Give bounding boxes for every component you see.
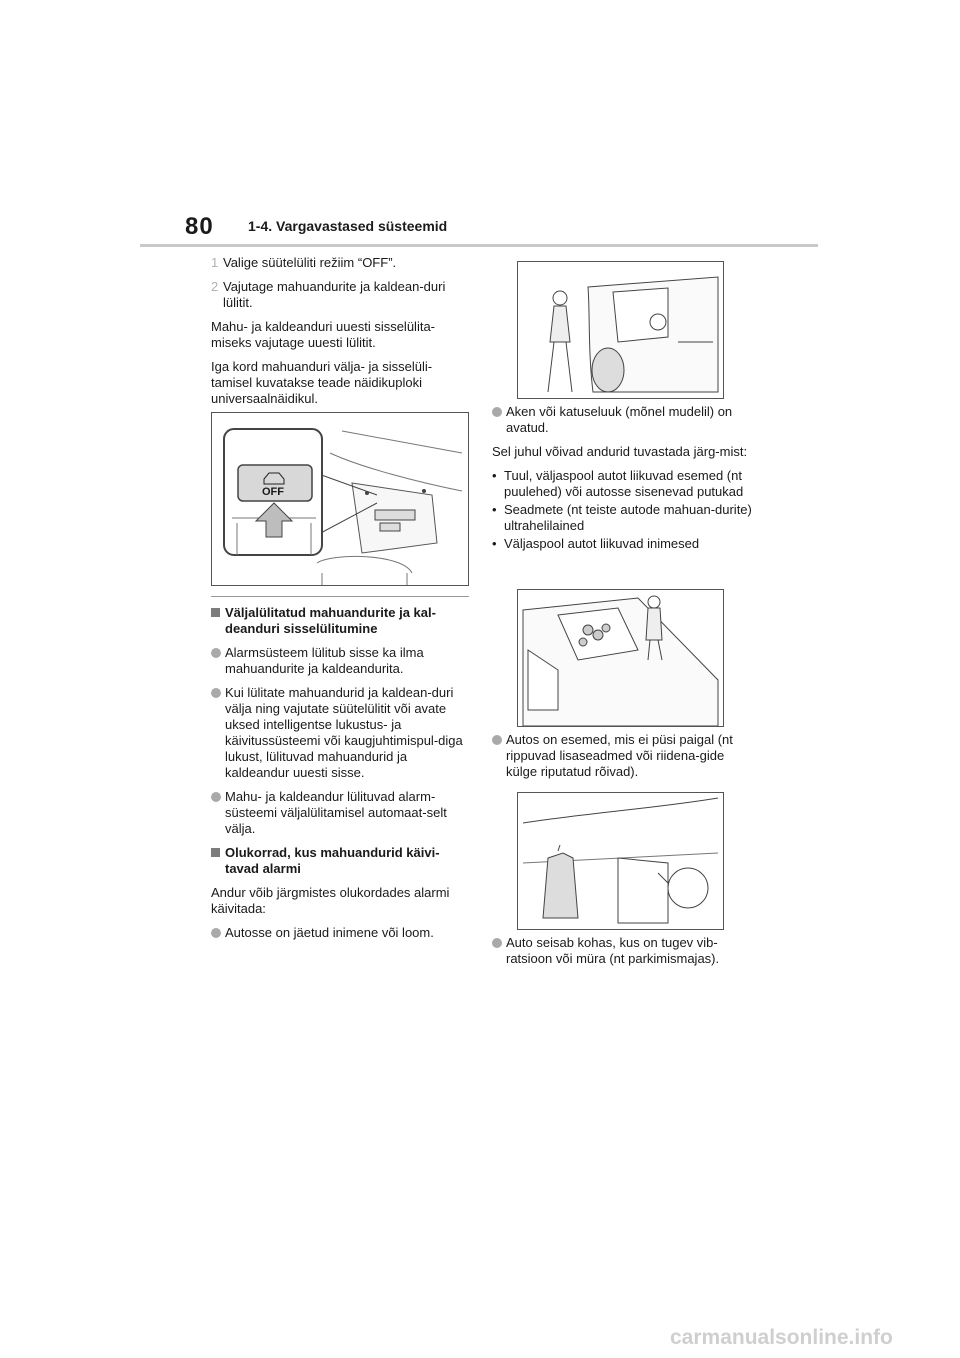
list-item — [492, 404, 758, 436]
heading-text: Olukorrad, kus mahuandurid käivi-tavad alarmi — [225, 845, 440, 876]
bullet-icon — [211, 928, 221, 938]
sub-item-text: Tuul, väljaspool autot liikuvad esemed (nt puulehed) või autosse sisenevad putukad — [504, 468, 744, 499]
car-window-drawing — [518, 262, 723, 398]
right-column-middle — [492, 732, 758, 788]
step-text: Valige süütelüliti režiim “OFF”. — [223, 255, 397, 270]
sub-item — [492, 468, 758, 500]
bullet-icon — [211, 688, 221, 698]
step-number: 1 — [211, 255, 219, 270]
sub-bullet-mark: • — [492, 536, 497, 551]
header-rule — [140, 244, 818, 247]
section-title: 1-4. Vargavastased süsteemid — [248, 218, 448, 234]
right-column — [492, 404, 758, 554]
list-item — [211, 645, 469, 677]
list-item-text: Kui lülitate mahuandurid ja kaldean-duri välja ning vajutate süütelülitit või avate uksed intelligentse lukustus- ja käivitussüsteemi või kaugjuhtimispul-diga lukust, lülituvad mahuandurid ja kaldeandur uuesti sisse. — [225, 685, 463, 780]
list-item — [211, 685, 469, 781]
watermark: carmanualsonline.info — [670, 1326, 893, 1349]
paragraph: Andur võib järgmistes olukordades alarmi käivitada: — [211, 885, 450, 916]
paragraph: Iga kord mahuanduri välja- ja sisselüli-tamisel kuvatakse teade näidikuploki universaalnäidikul. — [211, 359, 433, 406]
sunroof-drawing — [518, 590, 723, 726]
heading-text: Väljalülitatud mahuandurite ja kal-deanduri sisselülitumine — [225, 605, 436, 636]
illustration-sunroof — [517, 589, 724, 727]
bullet-icon — [211, 792, 221, 802]
heading-alarm-situations — [211, 845, 469, 877]
bullet-icon — [211, 648, 221, 658]
divider — [211, 596, 469, 597]
right-column-bottom — [492, 935, 758, 975]
sub-bullet-mark: • — [492, 468, 497, 483]
heading-square-icon — [211, 608, 220, 617]
illustration-open-window — [517, 261, 724, 399]
list-item-text: Autosse on jäetud inimene või loom. — [225, 925, 434, 940]
illustration-hanging-items — [517, 792, 724, 930]
list-item — [211, 789, 469, 837]
bullet-icon — [492, 938, 502, 948]
list-item-text: Autos on esemed, mis ei püsi paigal (nt rippuvad lisaseadmed või riidena-gide külge riputatud rõivad). — [506, 732, 733, 779]
console-drawing — [212, 413, 468, 585]
left-column — [211, 255, 469, 415]
interior-drawing — [518, 793, 723, 929]
heading-reactivation — [211, 605, 469, 637]
list-item-text: Auto seisab kohas, kus on tugev vib-ratsioon või müra (nt parkimismajas). — [506, 935, 720, 966]
list-item — [492, 935, 758, 967]
sub-bullet-mark: • — [492, 502, 497, 517]
page-number: 80 — [185, 213, 214, 240]
sub-item-text: Seadmete (nt teiste autode mahuan-durite) ultrahelilained — [504, 502, 752, 533]
heading-square-icon — [211, 848, 220, 857]
list-item-text: Alarmsüsteem lülitub sisse ka ilma mahuandurite ja kaldeandurita. — [225, 645, 424, 676]
list-item — [492, 732, 758, 780]
sub-item — [492, 502, 758, 534]
bullet-icon — [492, 735, 502, 745]
left-column-lower — [211, 596, 469, 949]
paragraph: Sel juhul võivad andurid tuvastada järg-mist: — [492, 444, 748, 459]
step-1 — [211, 255, 469, 271]
step-2 — [211, 279, 469, 311]
list-item-text: Mahu- ja kaldeandur lülituvad alarm-süsteemi väljalülitamisel automaat-selt välja. — [225, 789, 447, 836]
sub-item-text: Väljaspool autot liikuvad inimesed — [504, 536, 700, 551]
list-item — [211, 925, 469, 941]
paragraph: Mahu- ja kaldeanduri uuesti sisselülita-miseks vajutage uuesti lülitit. — [211, 319, 436, 350]
list-item-text: Aken või katuseluuk (mõnel mudelil) on avatud. — [506, 404, 733, 435]
illustration-sensor-switch — [211, 412, 469, 586]
bullet-icon — [492, 407, 502, 417]
off-label: OFF — [262, 486, 284, 498]
step-number: 2 — [211, 279, 219, 294]
sub-item — [492, 536, 758, 552]
step-text: Vajutage mahuandurite ja kaldean-duri lülitit. — [223, 279, 446, 310]
